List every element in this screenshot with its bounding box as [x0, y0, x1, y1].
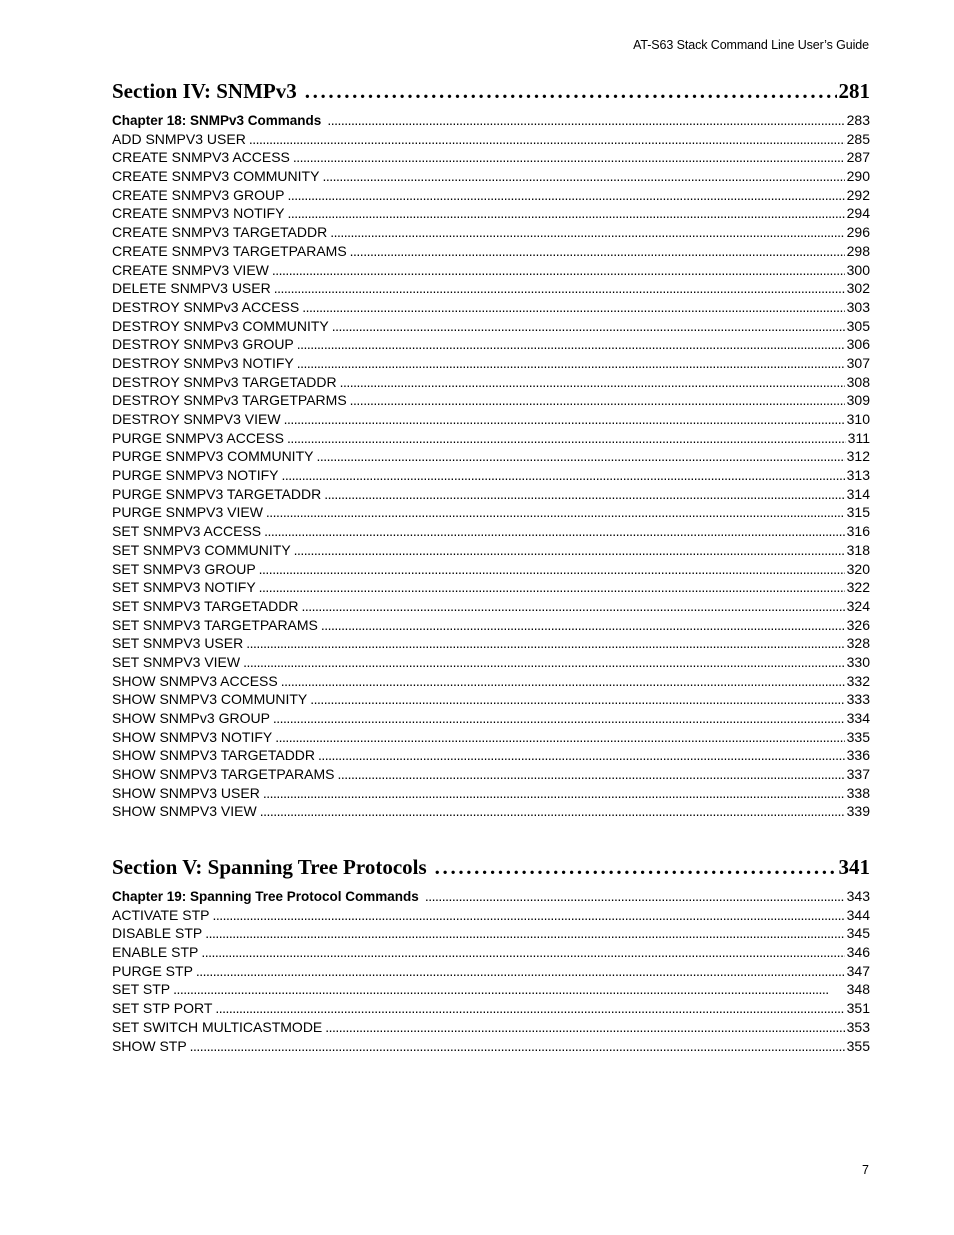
toc-entry[interactable] [112, 672, 870, 691]
entry-title: DESTROY SNMPv3 ACCESS [112, 298, 300, 315]
entry-title: SET SNMPV3 TARGETADDR [112, 597, 299, 614]
entry-page-number: 334 [846, 710, 870, 726]
entry-title: SHOW STP [112, 1037, 187, 1054]
toc-entry[interactable] [112, 130, 870, 149]
entry-title: SHOW SNMPV3 TARGETPARAMS [112, 766, 335, 783]
entry-page-number: 296 [846, 224, 870, 241]
toc-section-spanning-tree [112, 853, 870, 1055]
dot-leader [332, 317, 845, 336]
toc-entry[interactable] [112, 616, 870, 635]
dot-leader [297, 335, 845, 354]
section-title: Section V: Spanning Tree Protocols [112, 855, 427, 879]
entry-page-number: 313 [846, 467, 870, 484]
entry-title: CREATE SNMPV3 TARGETPARAMS [112, 242, 347, 259]
entry-page-number: 303 [846, 298, 870, 315]
toc-section-snmpv3 [112, 77, 870, 821]
dot-leader [259, 560, 845, 579]
toc-entry[interactable] [112, 279, 870, 298]
chapter-entry[interactable] [112, 887, 870, 906]
toc-entry[interactable] [112, 802, 870, 821]
entry-title: CREATE SNMPV3 VIEW [112, 261, 269, 278]
entry-title: SET SWITCH MULTICASTMODE [112, 1018, 323, 1035]
dot-leader [293, 148, 845, 167]
dot-leader [287, 186, 844, 205]
dot-leader [297, 354, 845, 373]
entry-title: SET SNMPV3 TARGETPARAMS [112, 616, 318, 633]
entry-page-number: 292 [846, 186, 870, 203]
entry-title: SET SNMPV3 COMMUNITY [112, 541, 291, 558]
chapter-title: Chapter 18: SNMPv3 Commands [112, 113, 322, 128]
toc-entry[interactable] [112, 690, 870, 709]
page-number: 7 [862, 1163, 869, 1177]
dot-leader [264, 522, 845, 541]
entry-title: PURGE SNMPV3 TARGETADDR [112, 485, 322, 502]
dot-leader [281, 466, 844, 485]
toc-entry[interactable] [112, 578, 870, 597]
entry-title: DESTROY SNMPv3 TARGETADDR [112, 373, 337, 390]
toc-entry[interactable] [112, 522, 870, 541]
entry-page-number: 298 [846, 242, 870, 259]
entry-title: CREATE SNMPV3 TARGETADDR [112, 224, 328, 241]
toc-entry[interactable] [112, 943, 870, 962]
section-page-number: 281 [838, 79, 870, 103]
entry-page-number: 344 [846, 906, 870, 923]
entry-title: SET SNMPV3 GROUP [112, 560, 256, 577]
entry-page-number: 333 [846, 691, 870, 708]
entry-page-number: 335 [846, 728, 870, 745]
entry-page-number: 300 [846, 261, 870, 278]
toc-entry[interactable] [112, 429, 870, 448]
entry-title: SET SNMPV3 ACCESS [112, 523, 262, 540]
dot-leader [302, 298, 844, 317]
entry-page-number: 322 [846, 579, 870, 596]
entry-title: DESTROY SNMPv3 TARGETPARMS [112, 392, 347, 409]
entry-title: SHOW SNMPV3 VIEW [112, 803, 257, 820]
entry-title: SET STP [112, 981, 171, 998]
dot-leader [327, 111, 844, 130]
entry-page-number: 332 [846, 672, 870, 689]
entry-title: SHOW SNMPV3 USER [112, 784, 260, 801]
entry-page-number: 339 [846, 803, 870, 820]
dot-leader [274, 279, 845, 298]
entry-title: CREATE SNMPV3 ACCESS [112, 149, 290, 166]
entry-page-number: 290 [846, 168, 870, 185]
dot-leader [325, 1018, 844, 1037]
entry-page-number: 343 [846, 888, 870, 904]
entry-page-number: 294 [846, 205, 870, 222]
entry-page-number: 336 [846, 747, 870, 764]
section-title: Section IV: SNMPv3 [112, 79, 297, 103]
toc-entry[interactable] [112, 485, 870, 504]
toc-entry[interactable] [112, 653, 870, 672]
entry-page-number: 312 [846, 448, 870, 465]
section-heading[interactable] [112, 853, 870, 881]
toc-entry[interactable] [112, 298, 870, 317]
dot-leader [263, 784, 845, 803]
entry-title: PURGE SNMPV3 COMMUNITY [112, 448, 314, 465]
entry-title: SHOW SNMPv3 GROUP [112, 710, 270, 726]
dot-leader [435, 853, 837, 881]
section-heading[interactable] [112, 77, 870, 105]
entry-title: SHOW SNMPV3 TARGETADDR [112, 747, 316, 764]
dot-leader [310, 690, 844, 709]
dot-leader [273, 709, 845, 728]
entry-page-number: 337 [846, 766, 870, 783]
entry-page-number: 283 [846, 112, 870, 128]
dot-leader [340, 373, 845, 392]
entry-title: PURGE SNMPV3 NOTIFY [112, 467, 279, 484]
toc-entry[interactable] [112, 167, 870, 186]
entry-title: SHOW SNMPV3 NOTIFY [112, 728, 273, 745]
entry-page-number: 328 [846, 635, 870, 652]
entry-title: PURGE SNMPV3 ACCESS [112, 429, 284, 446]
toc-entry[interactable] [112, 541, 870, 560]
toc-entry[interactable] [112, 391, 870, 410]
entry-page-number: 353 [846, 1018, 870, 1035]
dot-leader [249, 130, 845, 149]
entry-page-number: 320 [846, 560, 870, 577]
toc-entry[interactable] [112, 335, 870, 354]
toc-entry[interactable] [112, 999, 870, 1018]
toc-entry[interactable] [112, 924, 870, 943]
entry-title: SET SNMPV3 USER [112, 635, 244, 652]
dot-leader [275, 728, 844, 747]
entry-page-number: 305 [846, 317, 870, 334]
entry-page-number: 311 [847, 429, 870, 446]
entry-title: PURGE STP [112, 962, 193, 979]
toc-entry[interactable] [112, 503, 870, 522]
toc-entry[interactable] [112, 354, 870, 373]
toc-entry[interactable] [112, 765, 870, 784]
entry-title: DESTROY SNMPv3 NOTIFY [112, 354, 294, 371]
toc-entry[interactable] [112, 560, 870, 579]
section-page-number: 341 [838, 855, 870, 879]
dot-leader [196, 962, 845, 981]
dot-leader [321, 616, 845, 635]
entry-page-number: 315 [846, 504, 870, 521]
dot-leader [272, 261, 845, 280]
dot-leader [425, 887, 845, 906]
entry-page-number: 285 [846, 130, 870, 147]
entry-page-number: 346 [846, 944, 870, 961]
dot-leader [316, 447, 844, 466]
entry-page-number: 318 [846, 541, 870, 558]
toc-entry[interactable] [112, 784, 870, 803]
toc-entry[interactable] [112, 906, 870, 925]
toc-entry[interactable] [112, 261, 870, 280]
toc-entry[interactable] [112, 317, 870, 336]
entry-title: DESTROY SNMPv3 COMMUNITY [112, 317, 329, 334]
chapter-entry[interactable] [112, 111, 870, 130]
entry-title: CREATE SNMPV3 NOTIFY [112, 205, 285, 222]
toc-entry[interactable] [112, 447, 870, 466]
dot-leader [190, 1037, 845, 1056]
entry-page-number: 307 [846, 354, 870, 371]
dot-leader [350, 391, 845, 410]
toc-entry[interactable] [112, 597, 870, 616]
entry-page-number: 310 [846, 411, 870, 427]
dot-leader [330, 223, 844, 242]
entry-title: CREATE SNMPV3 COMMUNITY [112, 168, 320, 185]
entry-title: CREATE SNMPV3 GROUP [112, 186, 285, 203]
dot-leader [318, 746, 845, 765]
entry-page-number: 351 [846, 1000, 870, 1017]
running-header: AT-S63 Stack Command Line User’s Guide [633, 38, 869, 52]
dot-leader [281, 672, 845, 691]
toc-entry[interactable] [112, 373, 870, 392]
entry-page-number: 306 [846, 336, 870, 353]
entry-page-number: 338 [846, 784, 870, 801]
entry-page-number: 308 [846, 373, 870, 390]
toc-entry[interactable] [112, 709, 870, 728]
dot-leader [284, 410, 845, 429]
dot-leader [322, 167, 844, 186]
entry-page-number: 287 [846, 149, 870, 166]
toc-entry[interactable] [112, 746, 870, 765]
dot-leader [205, 924, 844, 943]
toc-entry[interactable] [112, 410, 870, 429]
entry-title: DELETE SNMPV3 USER [112, 280, 271, 297]
entry-page-number: 324 [846, 597, 870, 614]
toc-entry[interactable] [112, 466, 870, 485]
chapter-title: Chapter 19: Spanning Tree Protocol Commands [112, 889, 419, 904]
entry-page-number: 330 [846, 653, 870, 670]
entry-page-number: 309 [846, 392, 870, 409]
entry-page-number: 345 [846, 925, 870, 942]
dot-leader [266, 503, 845, 522]
toc-entry[interactable] [112, 223, 870, 242]
dot-leader [246, 634, 844, 653]
entry-page-number: 302 [846, 280, 870, 297]
dot-leader [287, 429, 846, 448]
entry-page-number: 316 [846, 523, 870, 540]
entry-title: ACTIVATE STP [112, 906, 210, 923]
entry-page-number: 347 [846, 962, 870, 979]
dot-leader [259, 578, 845, 597]
entry-title: ADD SNMPV3 USER [112, 130, 246, 147]
entry-page-number: 348 [846, 981, 870, 998]
entry-title: DESTROY SNMPv3 GROUP [112, 336, 294, 353]
entry-page-number: 314 [846, 485, 870, 502]
toc-entry[interactable] [112, 634, 870, 653]
toc-entry[interactable] [112, 962, 870, 981]
dot-leader [173, 980, 845, 999]
entry-title: SHOW SNMPV3 COMMUNITY [112, 691, 308, 708]
toc-entry[interactable] [112, 980, 870, 999]
toc-entry[interactable] [112, 1018, 870, 1037]
toc-entry[interactable] [112, 148, 870, 167]
dot-leader [287, 204, 844, 223]
entry-page-number: 326 [846, 616, 870, 633]
toc-entry[interactable] [112, 242, 870, 261]
toc-entry[interactable] [112, 728, 870, 747]
entry-title: SET SNMPV3 NOTIFY [112, 579, 256, 596]
entry-title: SET STP PORT [112, 1000, 213, 1017]
entry-title: ENABLE STP [112, 944, 199, 961]
toc-entry[interactable] [112, 204, 870, 223]
entry-title: SHOW SNMPV3 ACCESS [112, 672, 278, 689]
entry-title: PURGE SNMPV3 VIEW [112, 504, 263, 521]
entry-title: DESTROY SNMPV3 VIEW [112, 411, 281, 427]
entry-page-number: 355 [846, 1037, 870, 1054]
dot-leader [213, 906, 845, 925]
toc-entry[interactable] [112, 1037, 870, 1056]
dot-leader [324, 485, 844, 504]
dot-leader [294, 541, 845, 560]
dot-leader [260, 802, 845, 821]
dot-leader [305, 77, 837, 105]
dot-leader [243, 653, 845, 672]
dot-leader [301, 597, 844, 616]
dot-leader [337, 765, 844, 784]
dot-leader [215, 999, 844, 1018]
toc-entry[interactable] [112, 186, 870, 205]
dot-leader [201, 943, 844, 962]
entry-title: SET SNMPV3 VIEW [112, 653, 241, 670]
entry-title: DISABLE STP [112, 925, 203, 942]
dot-leader [350, 242, 845, 261]
